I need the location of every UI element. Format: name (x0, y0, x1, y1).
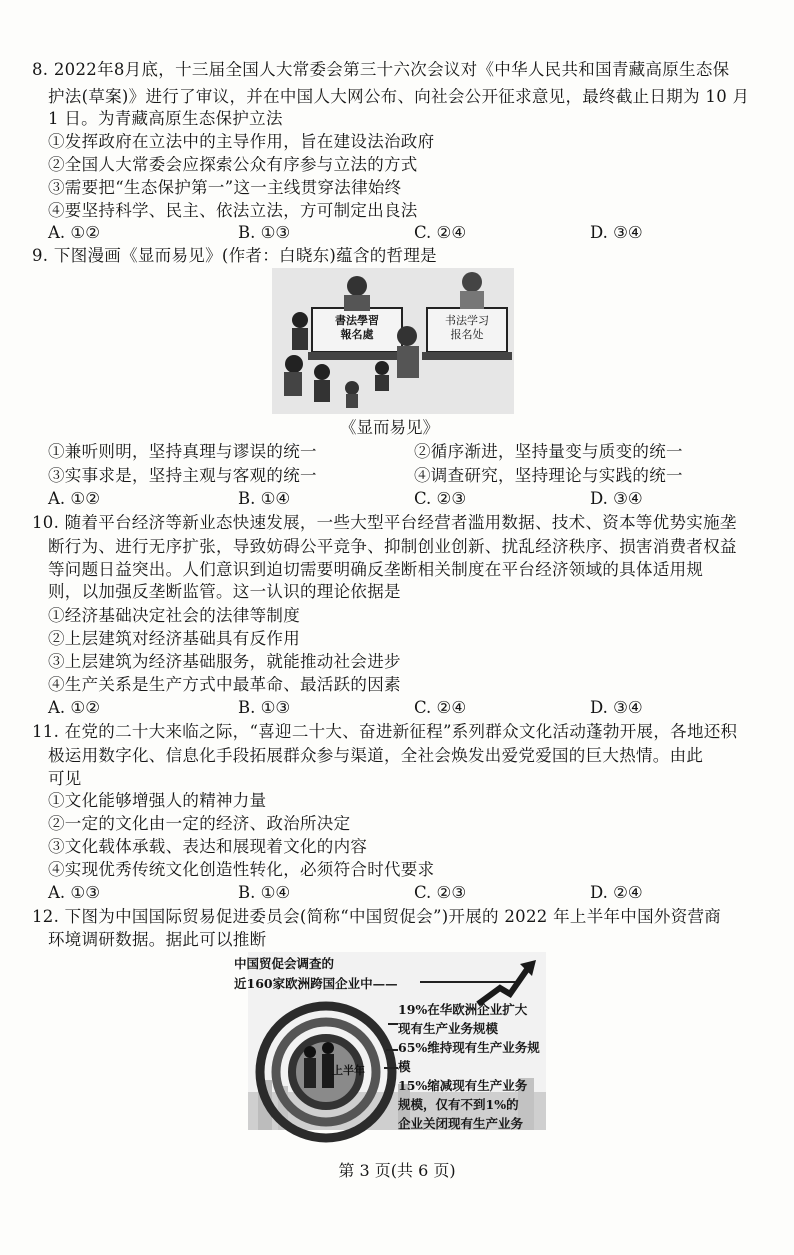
infographic-heading-line: 中国贸促会调查的 (234, 956, 335, 971)
q10-stem-line: 10. 随着平台经济等新业态快速发展，一些大型平台经营者滥用数据、技术、资本等优势实施垄 (32, 513, 737, 532)
q9-statement-1: ①兼听则明，坚持真理与谬误的统一 (48, 442, 317, 461)
q9-option-a[interactable]: A. ①② (48, 489, 100, 508)
sign-left (324, 314, 390, 342)
survey-infographic (234, 952, 546, 1131)
q11-statement-1: ①文化能够增强人的精神力量 (48, 791, 267, 810)
q11-stem-line: 可见 (48, 769, 82, 788)
q8-stem-line: 护法(草案)》进行了审议，并在中国人大网公布、向社会公开征求意见，最终截止日期为 10 月 (48, 87, 750, 106)
infographic-item: 15%缩减现有生产业务 (398, 1078, 528, 1093)
q10-statement-4: ④生产关系是生产方式中最革命、最活跃的因素 (48, 675, 401, 694)
sign-right (435, 314, 499, 342)
q11-statement-4: ④实现优秀传统文化创造性转化，必须符合时代要求 (48, 860, 435, 879)
q11-option-b[interactable]: B. ①④ (238, 883, 291, 902)
q10-option-d[interactable]: D. ③④ (590, 698, 643, 717)
q10-stem-line: 等问题日益突出。人们意识到迫切需要明确反垄断相关制度在平台经济领域的具体适用规 (48, 560, 704, 579)
infographic-item: 现有生产业务规模 (398, 1021, 499, 1036)
q11-option-a[interactable]: A. ①③ (48, 883, 100, 902)
q8-stem-line: 1 日。为青藏高原生态保护立法 (48, 109, 283, 128)
q10-stem-line: 则，以加强反垄断监管。这一认识的理论依据是 (48, 582, 401, 601)
infographic-items (398, 1000, 546, 1133)
sign-right-line: 报名处 (450, 328, 484, 341)
q10-statement-2: ②上层建筑对经济基础具有反作用 (48, 629, 300, 648)
q8-statement-1: ①发挥政府在立法中的主导作用，旨在建设法治政府 (48, 132, 435, 151)
q12-stem-line: 12. 下图为中国国际贸易促进委员会(简称“中国贸促会”)开展的 2022 年上半年中国外资营商 (32, 907, 722, 926)
sign-right-line: 书法学习 (445, 314, 489, 327)
infographic-heading-line: 近160家欧洲跨国企业中—— (234, 976, 398, 991)
q8-option-d[interactable]: D. ③④ (590, 223, 643, 242)
q9-statement-4: ④调查研究，坚持理论与实践的统一 (414, 466, 683, 485)
q9-stem-line: 9. 下图漫画《显而易见》(作者：白晓东)蕴含的哲理是 (32, 246, 437, 265)
cartoon-image (272, 268, 514, 414)
q10-option-c[interactable]: C. ②④ (414, 698, 467, 717)
q8-statement-4: ④要坚持科学、民主、依法立法，方可制定出良法 (48, 201, 418, 220)
q11-option-c[interactable]: C. ②③ (414, 883, 467, 902)
q9-option-c[interactable]: C. ②③ (414, 489, 467, 508)
infographic-item: 企业关闭现有生产业务 (398, 1116, 524, 1131)
q11-statement-2: ②一定的文化由一定的经济、政治所决定 (48, 814, 351, 833)
infographic-heading (234, 954, 398, 994)
q9-statement-3: ③实事求是，坚持主观与客观的统一 (48, 466, 317, 485)
q9-option-b[interactable]: B. ①④ (238, 489, 291, 508)
infographic-item: 19%在华欧洲企业扩大 (398, 1002, 528, 1017)
q8-option-c[interactable]: C. ②④ (414, 223, 467, 242)
infographic-item: 65%维持现有生产业务规模 (398, 1040, 540, 1074)
q8-option-a[interactable]: A. ①② (48, 223, 100, 242)
cartoon-caption: 《显而易见》 (340, 418, 439, 437)
q10-stem-line: 断行为、进行无序扩张，导致妨碍公平竞争、抑制创业创新、扰乱经济秩序、损害消费者权益 (48, 537, 737, 556)
sign-left-line: 報名處 (340, 328, 374, 341)
q10-option-b[interactable]: B. ①③ (238, 698, 291, 717)
q8-statement-2: ②全国人大常委会应探索公众有序参与立法的方式 (48, 155, 418, 174)
q8-option-b[interactable]: B. ①③ (238, 223, 291, 242)
q12-stem-line: 环境调研数据。据此可以推断 (48, 930, 267, 949)
q10-option-a[interactable]: A. ①② (48, 698, 100, 717)
q11-statement-3: ③文化载体承载、表达和展现着文化的内容 (48, 837, 368, 856)
sign-left-line: 書法學習 (335, 314, 379, 327)
q8-stem-line: 8. 2022年8月底，十三届全国人大常委会第三十六次会议对《中华人民共和国青藏高原生态保 (32, 60, 730, 79)
q10-statement-1: ①经济基础决定社会的法律等制度 (48, 606, 300, 625)
q11-stem-line: 11. 在党的二十大来临之际，“喜迎二十大、奋进新征程”系列群众文化活动蓬勃开展，各地还积 (32, 722, 738, 741)
q10-statement-3: ③上层建筑为经济基础服务，就能推动社会进步 (48, 652, 401, 671)
q11-option-d[interactable]: D. ②④ (590, 883, 643, 902)
q9-option-d[interactable]: D. ③④ (590, 489, 643, 508)
infographic-item: 规模，仅有不到1%的 (398, 1097, 519, 1112)
infographic-badge: 上半年 (332, 1064, 365, 1077)
page-footer: 第 3 页(共 6 页) (338, 1161, 456, 1180)
q8-statement-3: ③需要把“生态保护第一”这一主线贯穿法律始终 (48, 178, 402, 197)
q11-stem-line: 极运用数字化、信息化手段拓展群众参与渠道，全社会焕发出爱党爱国的巨大热情。由此 (48, 746, 704, 765)
q9-statement-2: ②循序渐进，坚持量变与质变的统一 (414, 442, 683, 461)
